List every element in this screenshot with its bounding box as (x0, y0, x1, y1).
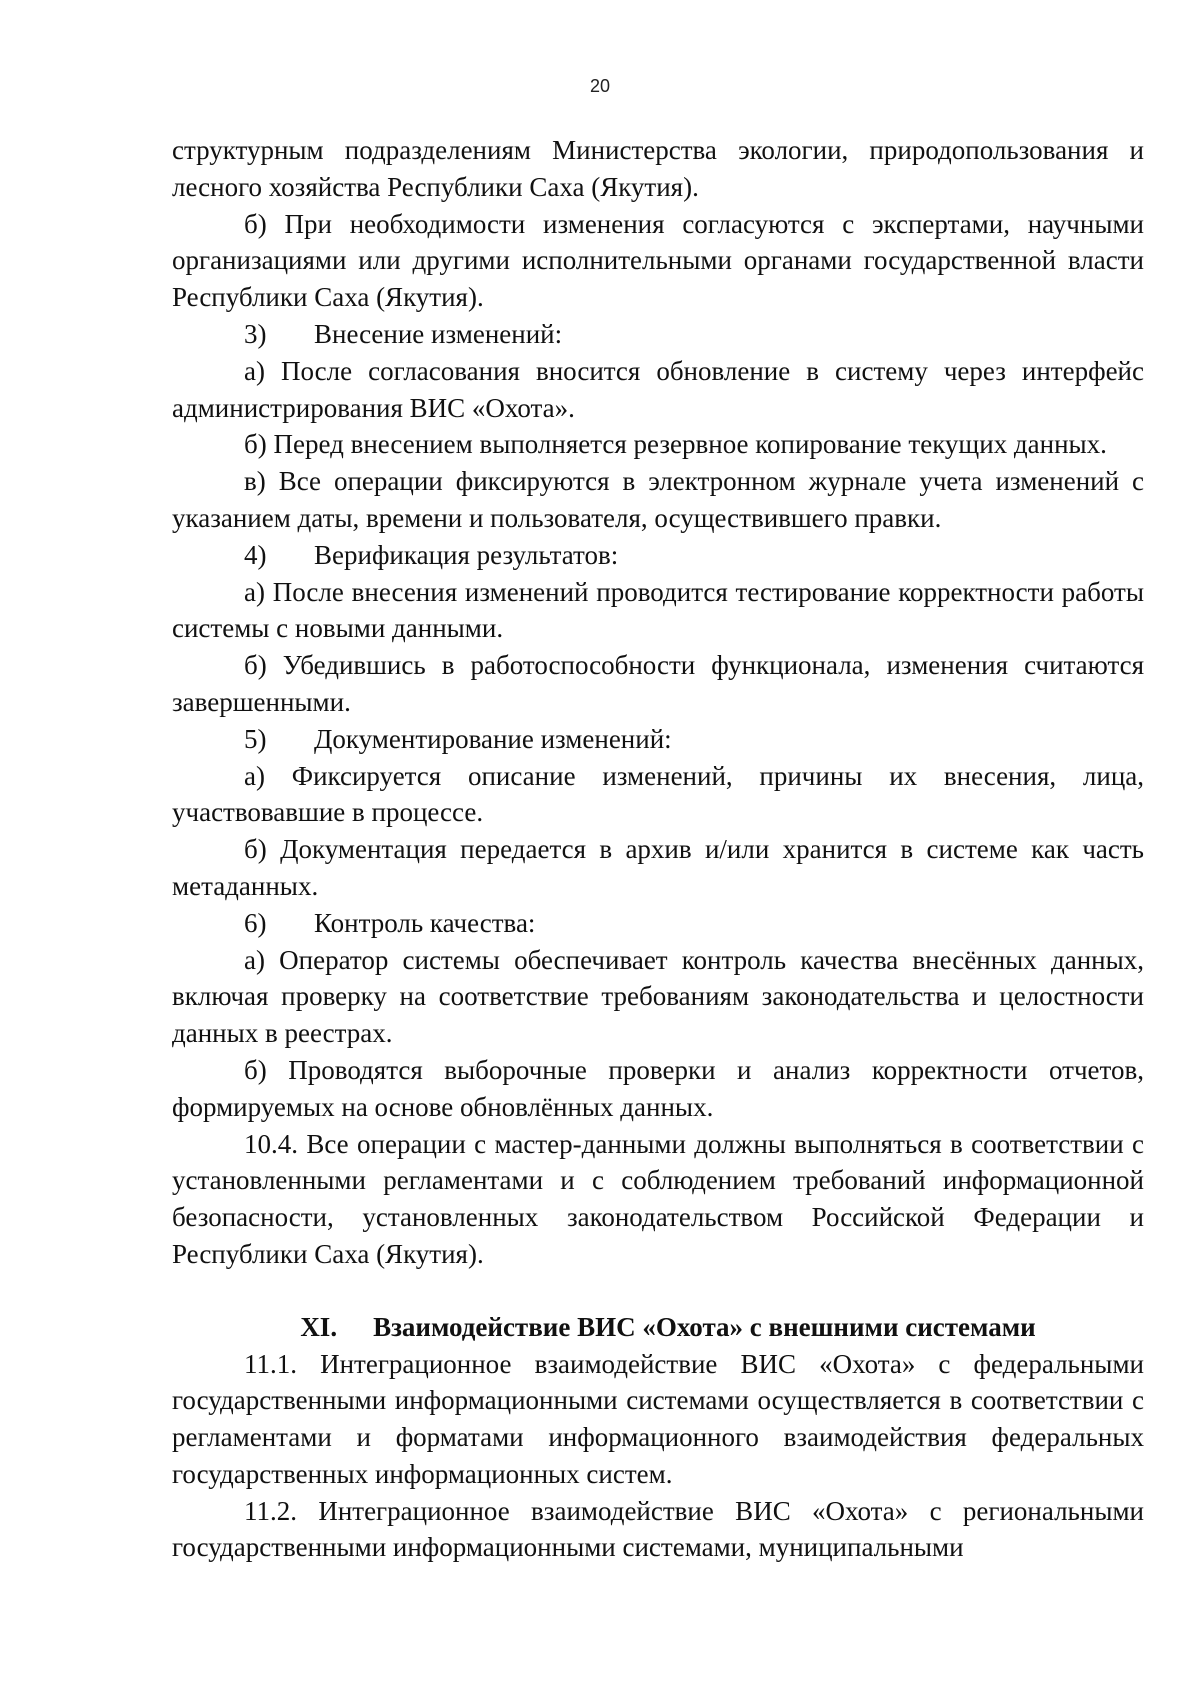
numbered-item (172, 537, 1144, 574)
paragraph: 11.2. Интеграционное взаимодействие ВИС «Охота» с региональными государственными информационными системами, муниципальными (172, 1495, 1144, 1563)
section-number: XI. (300, 1311, 338, 1342)
page-number: 20 (589, 76, 611, 96)
paragraph: а) После согласования вносится обновление в систему через интерфейс администрирования ВИС «Охота». (172, 355, 1144, 423)
item-number: 4) (244, 539, 267, 570)
item-title: Контроль качества: (314, 907, 536, 938)
item-title: Документирование изменений: (314, 723, 672, 754)
paragraph: структурным подразделениям Министерства экологии, природопользования и лесного хозяйства Республики Саха (Якутия). (172, 135, 1144, 202)
paragraph: а) Фиксируется описание изменений, причины их внесения, лица, участвовавшие в процессе. (172, 760, 1144, 828)
paragraph: а) Оператор системы обеспечивает контроль качества внесённых данных, включая проверку на соответствие требованиям законодательства и целостности данных в реестрах. (172, 944, 1144, 1049)
numbered-item (172, 905, 1144, 942)
paragraph: 11.1. Интеграционное взаимодействие ВИС «Охота» с федеральными государственными информационными системами осуществляется в соответствии с регламентами и форматами информационного взаимодействия федеральных государственных информационных систем. (172, 1348, 1144, 1489)
paragraph: а) После внесения изменений проводится тестирование корректности работы системы с новыми данными. (172, 576, 1144, 644)
item-number: 3) (244, 318, 267, 349)
numbered-item (172, 721, 1144, 758)
paragraph: б) Перед внесением выполняется резервное копирование текущих данных. (244, 429, 1107, 460)
section-title: Взаимодействие ВИС «Охота» с внешними системами (373, 1311, 1036, 1342)
paragraph: б) Проводятся выборочные проверки и анализ корректности отчетов, формируемых на основе обновлённых данных. (172, 1054, 1144, 1122)
section-heading (172, 1309, 1144, 1346)
paragraph: б) Убедившись в работоспособности функционала, изменения считаются завершенными. (172, 650, 1144, 717)
paragraph: 10.4. Все операции с мастер-данными должны выполняться в соответствии с установленными регламентами и с соблюдением требований информационной безопасности, установленных законодательством Российской Федерации и Республики Саха (Якутия). (172, 1128, 1144, 1269)
item-number: 5) (244, 723, 267, 754)
paragraph: б) Документация передается в архив и/или хранится в системе как часть метаданных. (172, 834, 1144, 901)
numbered-item (172, 316, 1144, 353)
paragraph: в) Все операции фиксируются в электронном журнале учета изменений с указанием даты, времени и пользователя, осуществившего правки. (172, 466, 1144, 533)
item-title: Внесение изменений: (314, 318, 563, 349)
item-number: 6) (244, 907, 267, 938)
document-body (172, 132, 1144, 1566)
paragraph: б) При необходимости изменения согласуются с экспертами, научными организациями или другими исполнительными органами государственной власти Республики Саха (Якутия). (172, 208, 1144, 313)
item-title: Верификация результатов: (314, 539, 619, 570)
